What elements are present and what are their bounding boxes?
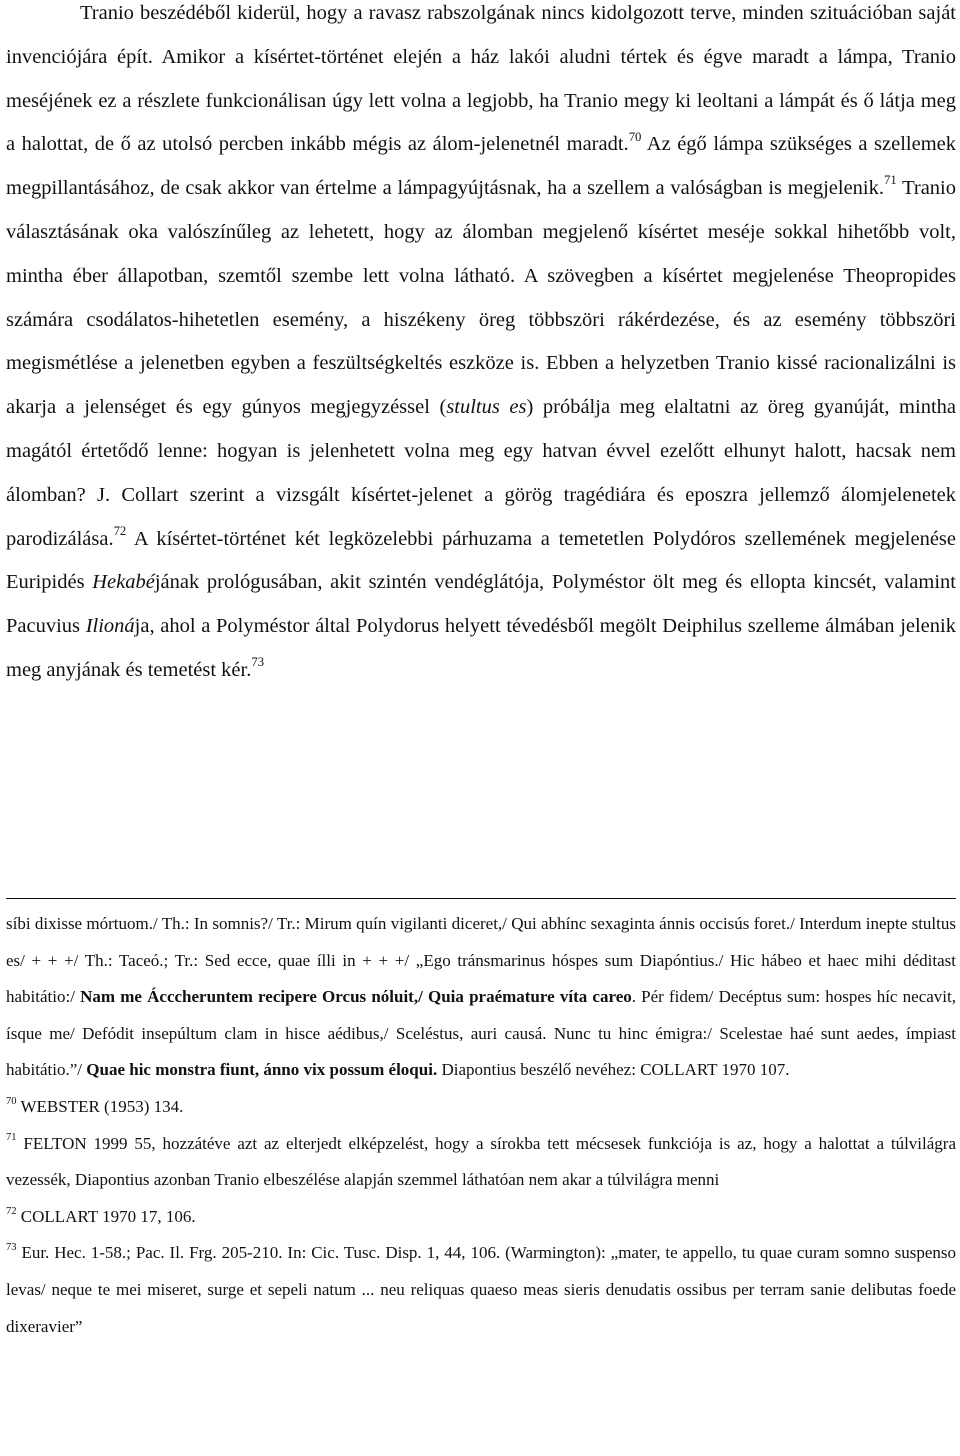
body-text: Az égő lámpa szükséges a szellemek megpillantásához, de csak akkor van értelme a lámpagyújtásnak, ha a szellem a valóságban is megjelenik. [6,133,956,200]
footnotes [6,906,956,1345]
body-text: A kísértet-történet két legközelebbi párhuzama a temetetlen Polydóros szellemének megjelenése Euripidés [6,527,956,594]
footnote-text: FELTON 1999 55, hozzátéve azt az elterjedt elképzelést, hogy a sírokba tett mécsesek funkciója is az, hogy a halottat a túlvilágra vezessék, Diapontius azonban Tranio elbeszélése alapján szemmel láthatóan nem akar a túlvilágra menni [6,1133,956,1190]
footnote-text: Diapontius beszélő nevéhez: COLLART 1970 107. [437,1060,790,1080]
footnote-continuation [6,906,956,1089]
footnote-ref-71[interactable]: 71 [883,173,897,188]
footnote-ref-73[interactable]: 73 [251,655,265,670]
footnote-text: WEBSTER (1953) 134. [16,1096,184,1116]
footnote-number: 73 [6,1242,17,1254]
footnote-bold-text: Nam me Ácccheruntem recipere Orcus nóluit,/ Quia praémature víta careo [80,987,632,1007]
body-text: Tranio választásának oka valószínűleg az lehetett, hogy az álomban megjelenő kísértet meséje sokkal hihetőbb volt, mintha éber állapotban, szemtől szembe lett volna látható. A szövegben a kísértet megjelenése Theopropides számára csodálatos-hihetetlen esemény, a hiszékeny öreg többszöri rákérdezése, és az esemény többszöri megismétlése a jelenetben egyben a feszültségkeltés eszköze is. Ebben a helyzetben Tranio kissé racionalizálni is akarja a jelenséget és egy gúnyos megjegyzéssel ( [6,177,956,419]
footnote-73 [6,1235,956,1345]
footnote-separator [6,898,956,899]
footnote-text: COLLART 1970 17, 106. [16,1206,196,1226]
italic-hekabe: Hekabé [92,571,155,594]
body-text: Tranio beszédéből kiderül, hogy a ravasz rabszolgának nincs kidolgozott terve, minden szituációban saját invenciójára épít. Amikor a kísértet-történet elején a ház lakói aludni tértek és égve maradt a lámpa, Tranio meséjének ez a részlete funkcionálisan úgy lett volna a legjobb, ha Tranio megy ki leoltani a lámpát és ő látja meg a halottat, de ő az utolsó percben inkább mégis az álom-jelenetnél maradt. [6,2,956,156]
body-paragraph [6,0,956,693]
footnote-ref-72[interactable]: 72 [113,523,127,538]
body-text: ja, ahol a Polyméstor által Polydorus helyett tévedésből megölt Deiphilus szelleme álmában jelenik meg anyjának és temetést kér. [6,615,956,681]
footnote-number: 72 [6,1205,17,1217]
footnote-ref-70[interactable]: 70 [628,129,642,144]
body-text: ) próbálja meg elaltatni az öreg gyanúját, mintha magától értetődő lenne: hogyan is jelenhetett volna meg egy hatvan évvel ezelőtt elhunyt halott, hacsak nem álomban? J. Collart szerint a vizsgált kísértet-jelenet a görög tragédiára és eposzra jellemző álomjelenetek parodizálása. [6,396,956,550]
body-text: jának prológusában, akit szintén vendéglátója, Polyméstor ölt meg és ellopta kincsét, valamint Pacuvius [6,571,956,638]
footnote-72 [6,1199,956,1236]
italic-stultus-es: stultus es [446,396,527,419]
footnote-text: . Pér fidem/ Decéptus sum: hospes híc necavit, ísque me/ Defódit insepúltum clam in hisce aédibus,/ Sceléstus, auri causá. Nunc tu hinc émigra:/ Scelestae haé sunt aedes, ímpiast habitátio.”/ [6,987,956,1080]
footnote-bold-text: Quae hic monstra fiunt, ánno vix possum éloqui. [86,1060,438,1080]
footnote-number: 70 [6,1095,17,1107]
footnote-text: Eur. Hec. 1-58.; Pac. Il. Frg. 205-210. In: Cic. Tusc. Disp. 1, 44, 106. (Warmington): „mater, te appello, tu quae curam somno suspenso levas/ neque te mei miseret, surge et sepeli natum ... neu reliquas quaeso meas sieris denudatis ossibus per terram sanie delibutas foede dixeravier” [6,1243,956,1336]
footnote-70 [6,1089,956,1126]
footnote-text: síbi dixisse mórtuom./ Th.: In somnis?/ Tr.: Mirum quín vigilanti diceret,/ Qui abhínc sexaginta ánnis occisús foret./ Interdum inepte stultus es/ + + +/ Th.: Taceó.; Tr.: Sed ecce, quae ílli in + + +/ „Ego tránsmarinus hóspes sum Diapóntius./ Hic hábeo et haec mihi déditast habitátio:/ [6,914,956,1007]
footnote-71 [6,1126,956,1199]
footnote-number: 71 [6,1132,17,1144]
italic-iliona: Ilioná [85,615,135,638]
